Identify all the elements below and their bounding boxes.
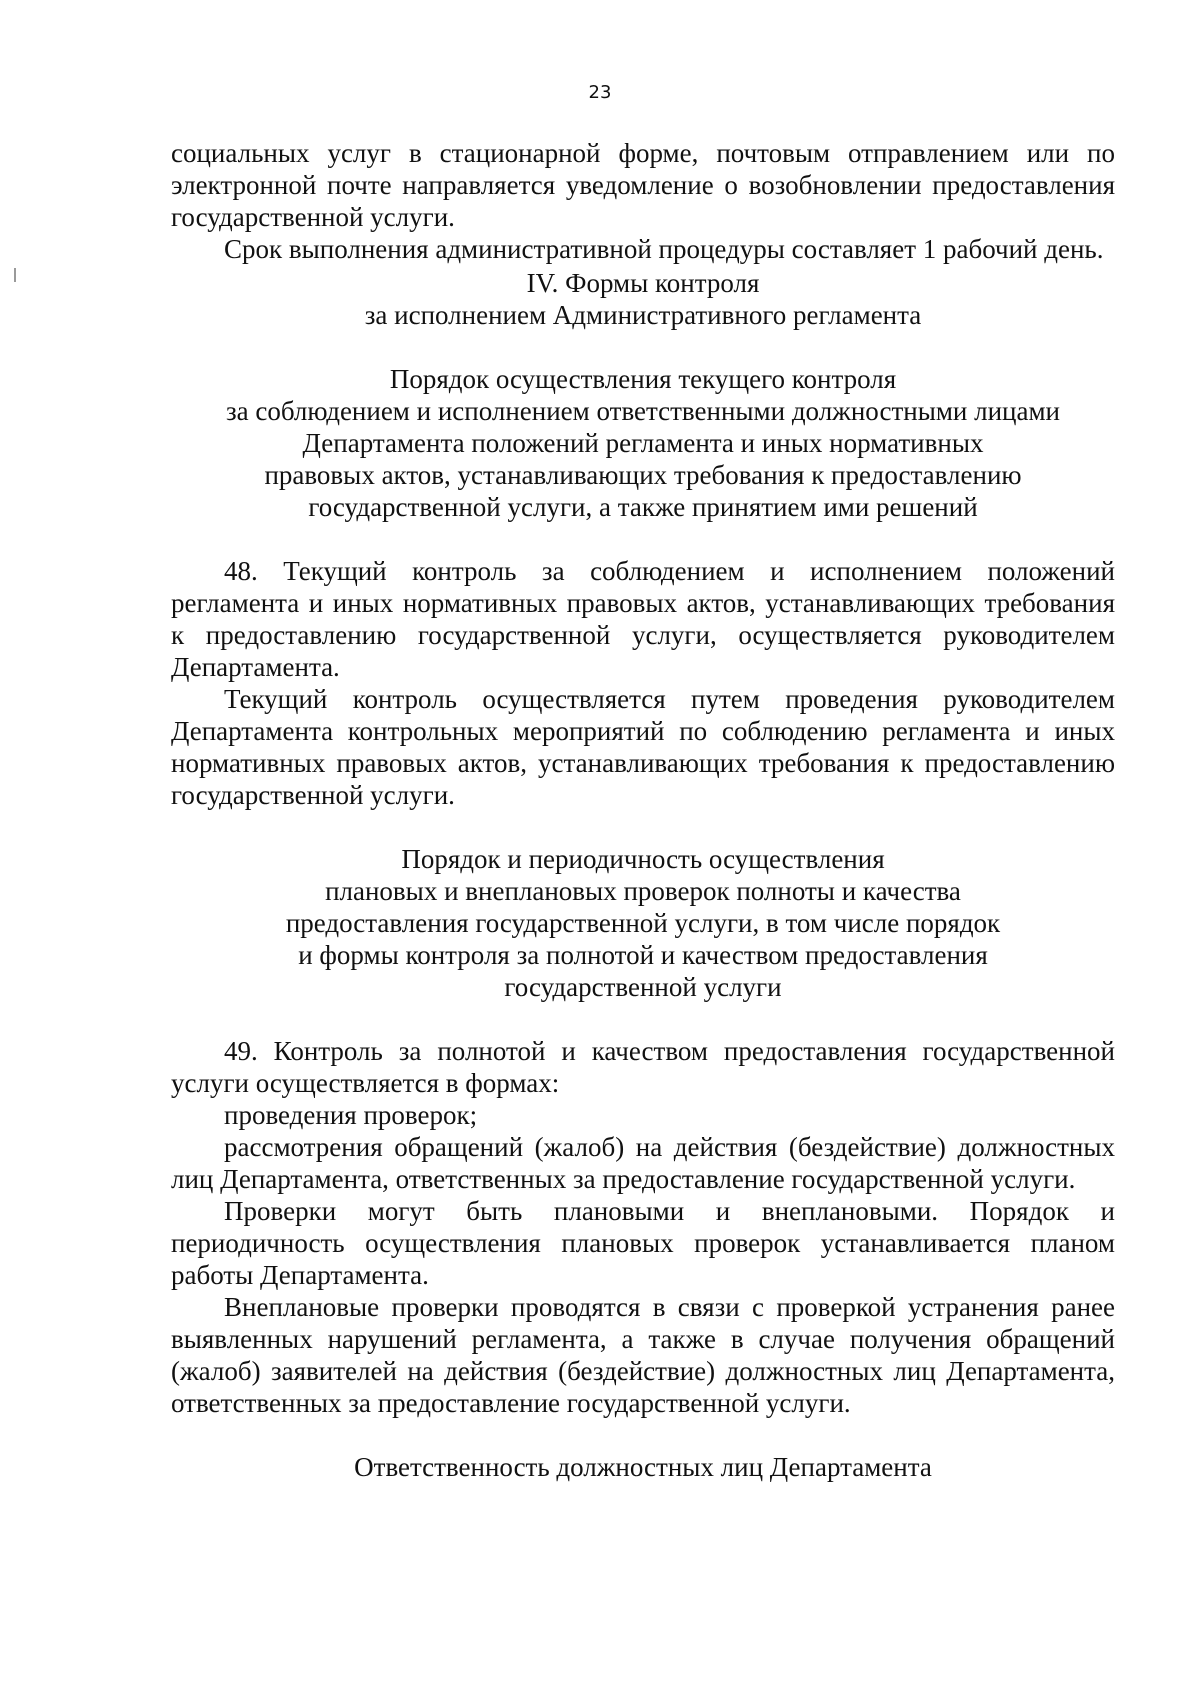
subheading-line: Департамента положений регламента и иных нормативных bbox=[302, 428, 984, 458]
page-number: 23 bbox=[588, 82, 612, 103]
subheading-line: плановых и внеплановых проверок полноты и качества bbox=[325, 876, 961, 906]
subheading-current-control bbox=[171, 363, 1115, 523]
subheading-line: государственной услуги bbox=[504, 972, 782, 1002]
subheading-line: и формы контроля за полнотой и качеством предоставления bbox=[298, 940, 988, 970]
subheading-line: за соблюдением и исполнением ответственными должностными лицами bbox=[225, 396, 1061, 426]
subheading-line: Порядок осуществления текущего контроля bbox=[389, 364, 897, 394]
subheading-responsibility bbox=[171, 1451, 1115, 1483]
subheading-line: Ответственность должностных лиц Департамента bbox=[354, 1452, 932, 1482]
subheading-line: государственной услуги, а также принятием ими решений bbox=[308, 492, 978, 522]
paragraph-49-item-inspections: проведения проверок; bbox=[224, 1100, 478, 1130]
scan-speck bbox=[14, 268, 16, 282]
subheading-line: предоставления государственной услуги, в том числе порядок bbox=[285, 908, 1001, 938]
paragraph-deadline: Срок выполнения административной процедуры составляет 1 рабочий день. bbox=[224, 234, 1104, 264]
subheading-line: Порядок и периодичность осуществления bbox=[401, 844, 885, 874]
paragraph-49-unplanned: Внеплановые проверки проводятся в связи с проверкой устранения ранее выявленных нарушений регламента, а также в случае получения обращений (жалоб) заявителей на действия (бездействие) должностных лиц Департамента, ответственных за предоставление государственной услуги. bbox=[171, 1292, 1115, 1418]
section-heading bbox=[171, 267, 1115, 331]
section-heading-line: IV. Формы контроля bbox=[526, 268, 760, 298]
paragraph-continuation: социальных услуг в стационарной форме, почтовым отправлением или по электронной почте направляется уведомление о возобновлении предоставления государственной услуги. bbox=[171, 138, 1115, 232]
paragraph-49: 49. Контроль за полнотой и качеством предоставления государственной услуги осуществляется в формах: bbox=[171, 1036, 1115, 1098]
section-heading-line: за исполнением Административного регламента bbox=[364, 300, 922, 330]
paragraph-49-planned: Проверки могут быть плановыми и внеплановыми. Порядок и периодичность осуществления плановых проверок устанавливается планом работы Департамента. bbox=[171, 1196, 1115, 1290]
paragraph-48: 48. Текущий контроль за соблюдением и исполнением положений регламента и иных нормативных правовых актов, устанавливающих требования к предоставлению государственной услуги, осуществляется руководителем Департамента. bbox=[171, 556, 1115, 682]
paragraph-49-item-complaints: рассмотрения обращений (жалоб) на действия (бездействие) должностных лиц Департамента, ответственных за предоставление государственной услуги. bbox=[171, 1132, 1115, 1194]
paragraph-48-continued: Текущий контроль осуществляется путем проведения руководителем Департамента контрольных мероприятий по соблюдению регламента и иных нормативных правовых актов, устанавливающих требования к предоставлению государственной услуги. bbox=[171, 684, 1115, 810]
subheading-inspections bbox=[171, 843, 1115, 1003]
subheading-line: правовых актов, устанавливающих требования к предоставлению bbox=[264, 460, 1022, 490]
document-body bbox=[171, 137, 1115, 1483]
